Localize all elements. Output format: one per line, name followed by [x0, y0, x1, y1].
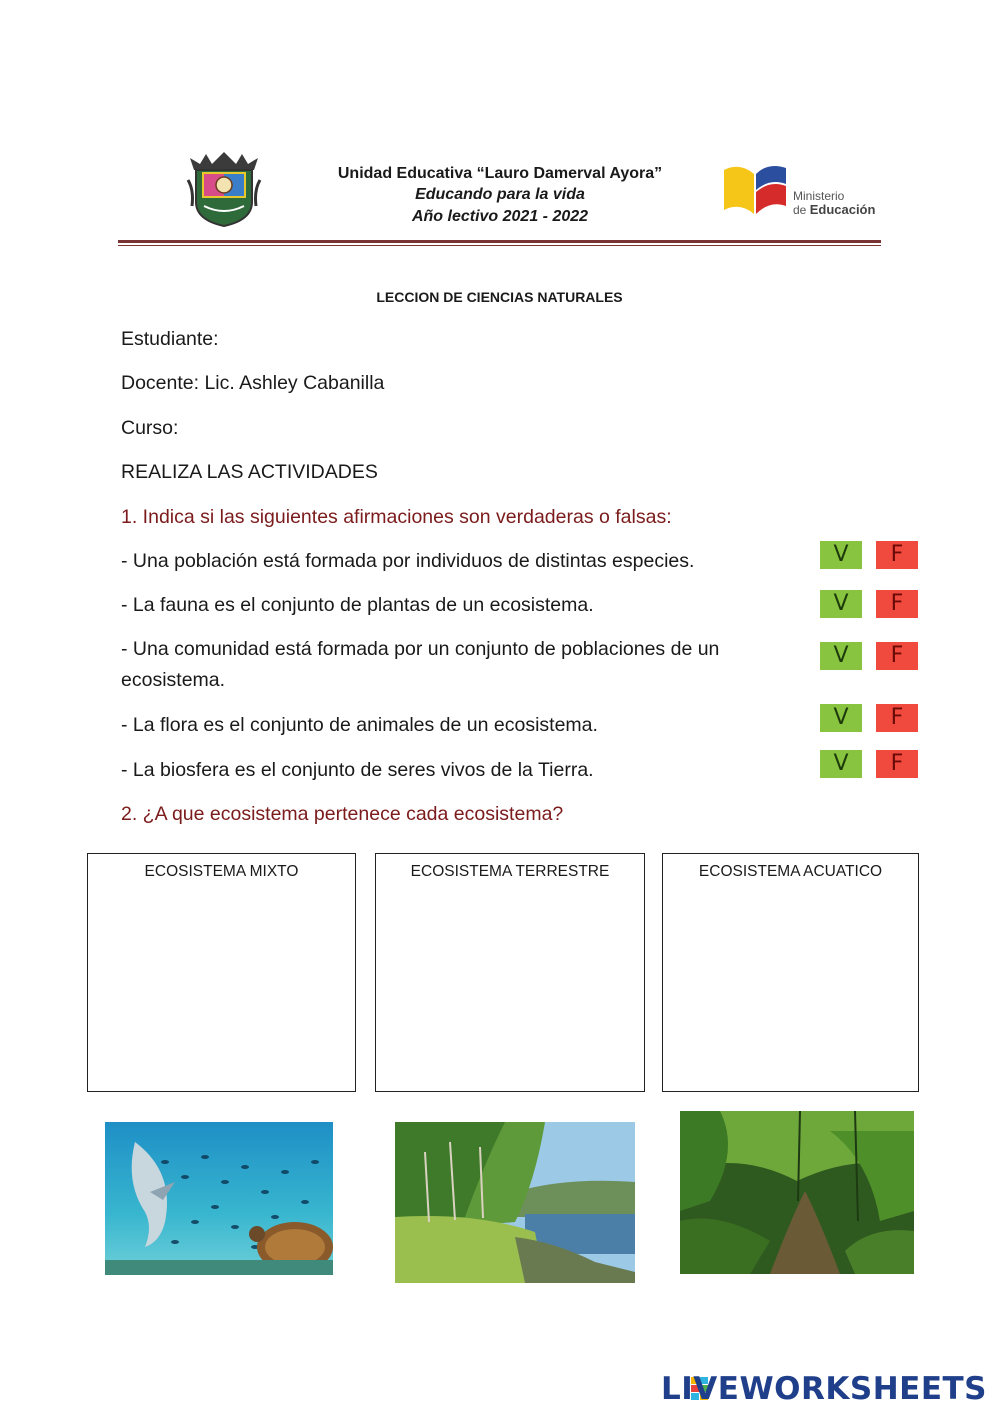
header-rule	[118, 240, 881, 243]
statement-4: - La flora es el conjunto de animales de un ecosistema.	[121, 714, 598, 736]
header-rule-thin	[118, 245, 881, 246]
lake-forest-image[interactable]	[395, 1122, 635, 1283]
statement-5: - La biosfera es el conjunto de seres vivos de la Tierra.	[121, 759, 594, 781]
box-title-mixto: ECOSISTEMA MIXTO	[144, 863, 299, 880]
instructions: REALIZA LAS ACTIVIDADES	[121, 461, 378, 483]
statement-3-cont: ecosistema.	[121, 669, 226, 691]
false-button-2[interactable]: F	[876, 590, 918, 618]
box-title-acuatico: ECOSISTEMA ACUATICO	[698, 863, 883, 880]
true-button-4[interactable]: V	[820, 704, 862, 732]
statement-3: - Una comunidad está formada por un conjunto de poblaciones de un	[121, 638, 720, 660]
drop-box-terrestre[interactable]	[375, 853, 645, 1092]
school-motto: Educando para la vida	[415, 186, 585, 203]
ministry-emblem-icon	[722, 160, 788, 218]
question-2: 2. ¿A que ecosistema pertenece cada ecosistema?	[121, 803, 564, 825]
box-title-terrestre: ECOSISTEMA TERRESTRE	[410, 863, 610, 880]
false-button-1[interactable]: F	[876, 541, 918, 569]
school-crest-logo	[186, 150, 262, 228]
ocean-dolphin-turtle-image[interactable]	[105, 1122, 333, 1275]
true-button-2[interactable]: V	[820, 590, 862, 618]
student-field[interactable]: Estudiante:	[121, 328, 219, 350]
rainforest-image[interactable]	[680, 1111, 914, 1274]
ministry-label-3: Educación	[809, 202, 876, 217]
ministry-label-2: de	[793, 203, 807, 217]
lesson-title: LECCION DE CIENCIAS NATURALES	[376, 289, 623, 305]
statement-2: - La fauna es el conjunto de plantas de un ecosistema.	[121, 594, 594, 616]
true-button-1[interactable]: V	[820, 541, 862, 569]
drop-box-mixto[interactable]	[87, 853, 356, 1092]
false-button-5[interactable]: F	[876, 750, 918, 778]
drop-box-acuatico[interactable]	[662, 853, 919, 1092]
true-button-5[interactable]: V	[820, 750, 862, 778]
statement-1: - Una población está formada por individuos de distintas especies.	[121, 550, 695, 572]
false-button-4[interactable]: F	[876, 704, 918, 732]
ministry-label-1: Ministerio	[793, 189, 845, 203]
question-1: 1. Indica si las siguientes afirmaciones son verdaderas o falsas:	[121, 506, 672, 528]
school-name: Unidad Educativa “Lauro Damerval Ayora”	[337, 165, 663, 182]
school-year: Año lectivo 2021 - 2022	[411, 208, 589, 225]
ministry-logo	[722, 160, 892, 220]
false-button-3[interactable]: F	[876, 642, 918, 670]
teacher-field: Docente: Lic. Ashley Cabanilla	[121, 372, 385, 394]
liveworksheets-watermark: LIVEWORKSHEETS	[661, 1371, 987, 1407]
true-button-3[interactable]: V	[820, 642, 862, 670]
course-field[interactable]: Curso:	[121, 417, 179, 439]
